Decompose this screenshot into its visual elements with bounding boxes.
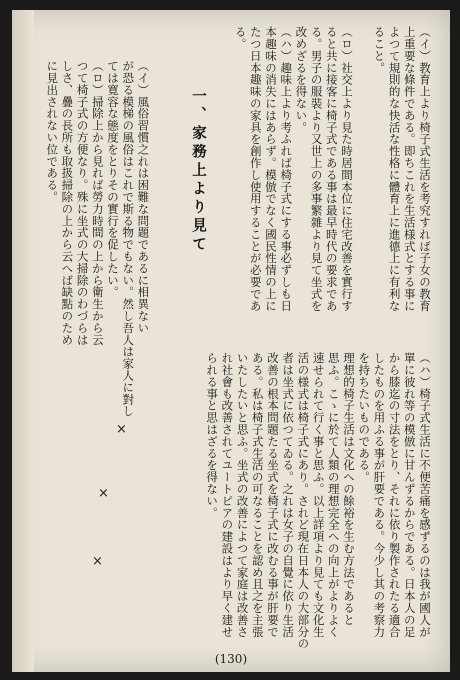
- paragraph-education: （イ）教育上より椅子式生活を考究すれば子女の教育 上重要な條件である。即ちこれを生活様式とする事に よつて規則的な快活な性格に體育上に進德上に有利な ること。: [372, 26, 432, 312]
- section-heading: 一、家務上より見て: [190, 88, 207, 255]
- paragraph-conclusion: （ハ）椅子式生活に不便苦痛を感ずるのは我が國人が 單に彼れ等の模倣に甘んずるからである。日本人の足 から膝迄の寸法をとり、それに依り製作されたる適合 したものを用ふる事が肝要である。今少し其の考察力 を持ちたいものである。 理想的椅子生活は文化への餘裕を生む方法であると 思ふ。こゝに於て人類の理想完全への向上がよりよく 速せられて行く事と思ふ。以上詳項より見ても文化生 活の様式は椅子式にあり。されど現在日本人の大部分の 者は坐式に依つてゐる。之れは女子の自覺に依り生活 改善の根本問題たる坐式を椅子式に改むる事が肝要で ある。私は椅子式生活の可なることを認め且之を主張 いたしたいと思ふ。坐式の改善によつて家庭は改善さ れ社會も改善されてユートピアの建設はより早く建せ られる事と思はざるを得ない。: [205, 352, 432, 650]
- paragraph-social-and-taste: （ロ）社交上より見た時居間本位に住宅改善を實行す ると共に接客に椅子式である事は最早時代の要求であ る。男子の服裝より又世上の多事繁雜より見て坐式を 改めざるを得ない。 （ハ）趣味上より考ふれば椅子式にする事必ずしも日 本趣味の消失にはあらず。模倣でなく國民性情の上に たつ日本趣味の家具を創作し使用することが必要であ る。: [233, 26, 354, 312]
- cross-mark: ×: [92, 554, 103, 569]
- paragraph-household: （イ）風俗習慣之れは困難な問題であるに相異ない が恐る模梯の風俗はこれで斯る物でもない。然し吾人は家人に對し ては寛容な態度をとりその實行を促したい。 （ロ）掃除上から見れば勞力時間の上から衛生から云 つて椅子式の方便なり。殊に坐式の大掃除のわづらは しさ、疊の長所も取扱掃除の上から云へば缺點のため に見出されない位である。: [45, 60, 151, 417]
- page-number: (130): [214, 652, 248, 666]
- book-page: [12, 10, 450, 672]
- cross-mark: ×: [116, 422, 127, 437]
- cross-mark: ×: [98, 486, 109, 501]
- page-gutter: [12, 10, 34, 672]
